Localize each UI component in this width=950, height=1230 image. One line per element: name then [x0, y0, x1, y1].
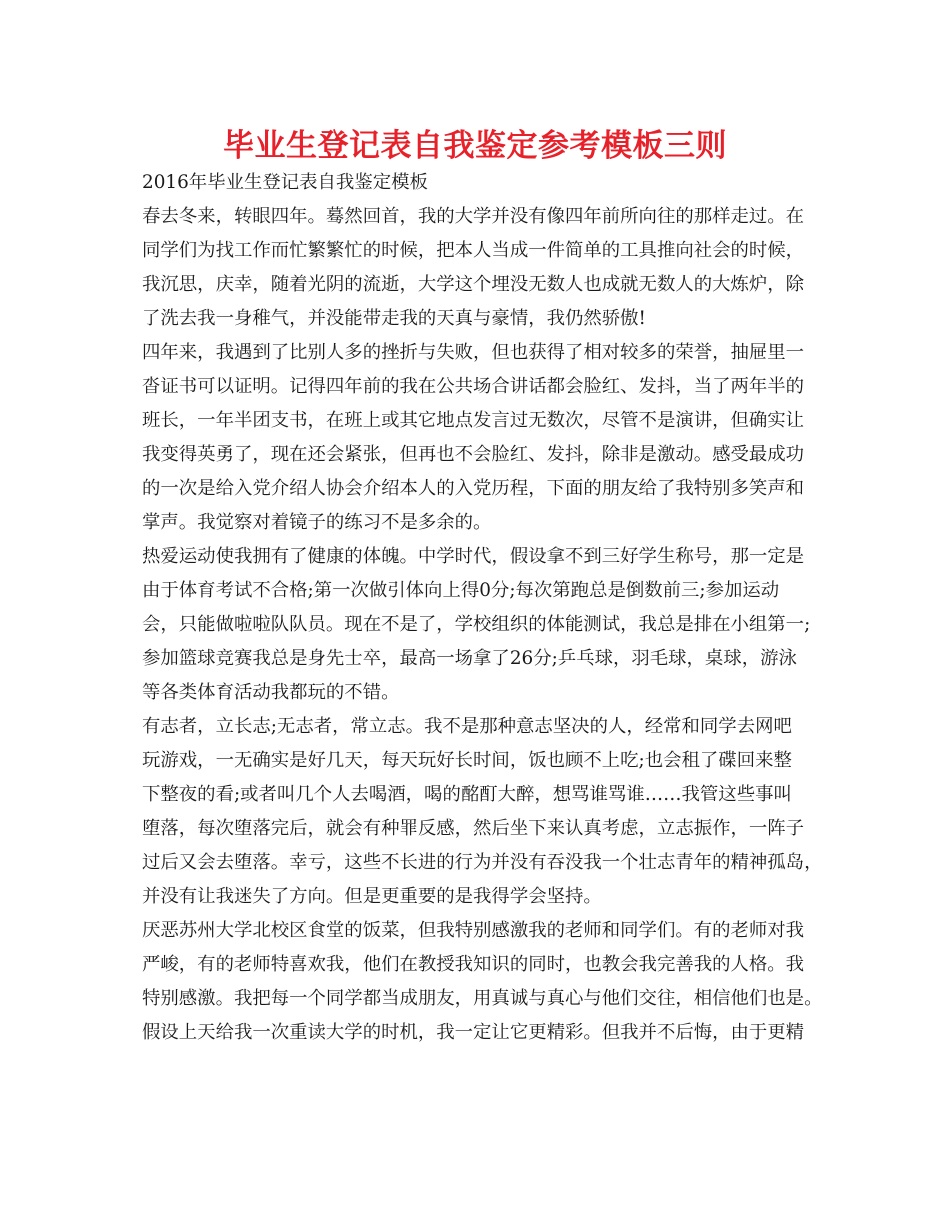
- text-line: 有志者，立长志;无志者，常立志。我不是那种意志坚决的人，经常和同学去网吧: [142, 716, 792, 737]
- text-line: 参加篮球竞赛我总是身先士卒，最高一场拿了26分;乒乓球，羽毛球，桌球，游泳: [142, 648, 797, 669]
- text-line: 班长，一年半团支书，在班上或其它地点发言过无数次，尽管不是演讲，但确实让: [142, 410, 805, 431]
- text-line: 沓证书可以证明。记得四年前的我在公共场合讲话都会脸红、发抖，当了两年半的: [142, 376, 805, 397]
- paragraph-4: [142, 710, 822, 914]
- text-line: 玩游戏，一无确实是好几天，每天玩好长时间，饭也顾不上吃;也会租了碟回来整: [142, 750, 792, 771]
- text-line: 特别感激。我把每一个同学都当成朋友，用真诚与真心与他们交往，相信他们也是。: [142, 988, 823, 1009]
- text-line: 由于体育考试不合格;第一次做引体向上得0分;每次第跑总是倒数前三;参加运动: [142, 580, 780, 601]
- text-line: 春去冬来，转眼四年。蓦然回首，我的大学并没有像四年前所向往的那样走过。在: [142, 206, 805, 227]
- text-line: 厌恶苏州大学北校区食堂的饭菜，但我特别感激我的老师和同学们。有的老师对我: [142, 920, 805, 941]
- document-title: 毕业生登记表自我鉴定参考模板三则: [223, 128, 727, 164]
- document-body: [142, 166, 822, 1050]
- text-line: 过后又会去堕落。幸亏，这些不长进的行为并没有吞没我一个壮志青年的精神孤岛，: [142, 852, 823, 873]
- paragraph-5: [142, 914, 822, 1050]
- paragraph-2: [142, 336, 822, 540]
- text-line: 了洗去我一身稚气，并没能带走我的天真与豪情，我仍然骄傲!: [142, 308, 646, 329]
- text-line: 会，只能做啦啦队队员。现在不是了，学校组织的体能测试，我总是排在小组第一;: [142, 614, 811, 635]
- text-line: 严峻，有的老师特喜欢我，他们在教授我知识的同时，也教会我完善我的人格。我: [142, 954, 805, 975]
- text-line: 等各类体育活动我都玩的不错。: [142, 682, 400, 703]
- text-line: 同学们为找工作而忙繁繁忙的时候，把本人当成一件简单的工具推向社会的时候，: [142, 240, 805, 261]
- text-line: 堕落，每次堕落完后，就会有种罪反感，然后坐下来认真考虑，立志振作，一阵子: [142, 818, 805, 839]
- text-line: 并没有让我迷失了方向。但是更重要的是我得学会坚持。: [142, 886, 602, 907]
- text-line: 下整夜的看;或者叫几个人去喝酒，喝的酩酊大醉，想骂谁骂谁……我管这些事叫: [142, 784, 792, 805]
- text-line: 四年来，我遇到了比别人多的挫折与失败，但也获得了相对较多的荣誉，抽屉里一: [142, 342, 805, 363]
- document-subtitle: [142, 166, 822, 200]
- text-line: 掌声。我觉察对着镜子的练习不是多余的。: [142, 512, 492, 533]
- text-line: 2016年毕业生登记表自我鉴定模板: [142, 172, 428, 193]
- text-line: 我沉思，庆幸，随着光阴的流逝，大学这个埋没无数人也成就无数人的大炼炉，除: [142, 274, 805, 295]
- text-line: 假设上天给我一次重读大学的时机，我一定让它更精彩。但我并不后悔，由于更精: [142, 1022, 805, 1043]
- text-line: 的一次是给入党介绍人协会介绍本人的入党历程，下面的朋友给了我特别多笑声和: [142, 478, 805, 499]
- paragraph-3: [142, 540, 822, 710]
- text-line: 我变得英勇了，现在还会紧张，但再也不会脸红、发抖，除非是激动。感受最成功: [142, 444, 805, 465]
- paragraph-1: [142, 200, 822, 336]
- text-line: 热爱运动使我拥有了健康的体魄。中学时代，假设拿不到三好学生称号，那一定是: [142, 546, 805, 567]
